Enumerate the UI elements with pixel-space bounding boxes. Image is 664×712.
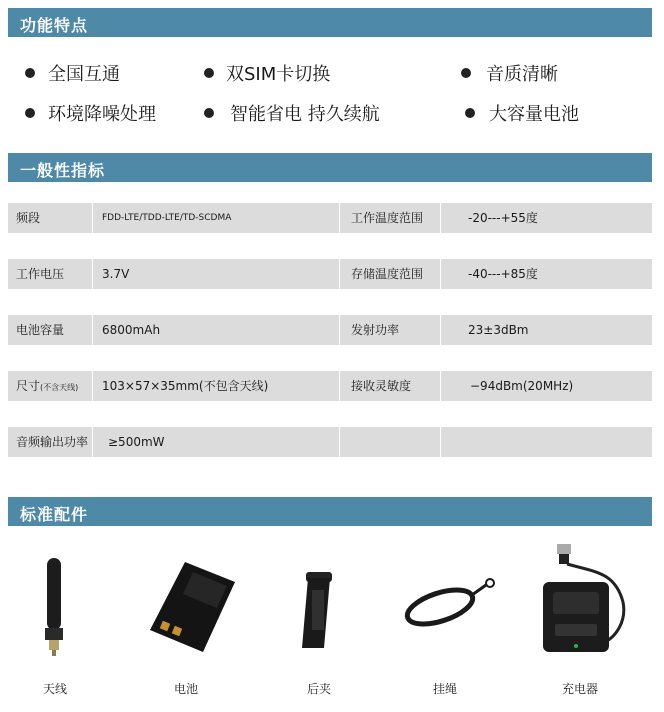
spec-value: −94dBm(20MHz) bbox=[470, 379, 574, 393]
bullet-icon bbox=[25, 108, 35, 118]
spec-label: 电池容量 bbox=[16, 323, 65, 337]
accessories-section-title: 标准配件 bbox=[20, 505, 89, 524]
accessory-label: 电池 bbox=[173, 682, 198, 696]
accessory-label: 充电器 bbox=[561, 682, 598, 696]
spec-value: -20---+55度 bbox=[468, 211, 538, 225]
specs-section-title: 一般性指标 bbox=[20, 161, 106, 180]
features-section-header bbox=[8, 8, 652, 37]
feature-item: 大容量电池 bbox=[489, 104, 579, 125]
spec-label-note: (不含天线) bbox=[40, 383, 79, 392]
spec-label-text: 尺寸 bbox=[16, 379, 41, 393]
spec-row bbox=[8, 203, 652, 233]
accessories-section-header bbox=[8, 497, 652, 526]
spec-value: -40---+85度 bbox=[468, 267, 538, 281]
feature-item: 双SIM卡切换 bbox=[226, 64, 331, 85]
spec-label bbox=[16, 371, 78, 401]
spec-label: 存储温度范围 bbox=[351, 267, 424, 281]
feature-item: 环境降噪处理 bbox=[48, 104, 156, 125]
spec-row bbox=[8, 259, 652, 289]
spec-value: 6800mAh bbox=[102, 323, 161, 337]
spec-value: 23±3dBm bbox=[468, 323, 529, 337]
features-section-title: 功能特点 bbox=[20, 16, 89, 35]
battery-image bbox=[145, 560, 240, 655]
bullet-icon bbox=[204, 108, 214, 118]
accessory-label: 后夹 bbox=[306, 682, 331, 696]
bullet-icon bbox=[204, 68, 214, 78]
spec-label: 音频输出功率 bbox=[16, 435, 89, 449]
bullet-icon bbox=[461, 68, 471, 78]
spec-label: 工作温度范围 bbox=[351, 211, 424, 225]
spec-value: FDD-LTE/TDD-LTE/TD-SCDMA bbox=[102, 213, 232, 223]
spec-label: 发射功率 bbox=[351, 323, 400, 337]
accessory-label: 天线 bbox=[42, 682, 67, 696]
spec-row bbox=[8, 315, 652, 345]
spec-row bbox=[8, 371, 652, 401]
lanyard-image bbox=[400, 575, 500, 635]
spec-value: 103×57×35mm(不包含天线) bbox=[102, 379, 269, 393]
spec-label: 工作电压 bbox=[16, 267, 65, 281]
spec-label: 频段 bbox=[16, 211, 41, 225]
feature-item: 音质清晰 bbox=[486, 64, 558, 85]
belt-clip-image bbox=[294, 570, 344, 655]
charger-image bbox=[535, 542, 635, 662]
accessory-label: 挂绳 bbox=[432, 682, 457, 696]
spec-value: 3.7V bbox=[102, 267, 130, 281]
bullet-icon bbox=[465, 108, 475, 118]
spec-row bbox=[8, 427, 652, 457]
antenna-image bbox=[34, 558, 74, 658]
feature-item: 智能省电 持久续航 bbox=[230, 104, 380, 125]
spec-value: ≥500mW bbox=[108, 435, 165, 449]
bullet-icon bbox=[25, 68, 35, 78]
specs-section-header bbox=[8, 153, 652, 182]
feature-item: 全国互通 bbox=[48, 64, 120, 85]
spec-label: 接收灵敏度 bbox=[351, 379, 412, 393]
